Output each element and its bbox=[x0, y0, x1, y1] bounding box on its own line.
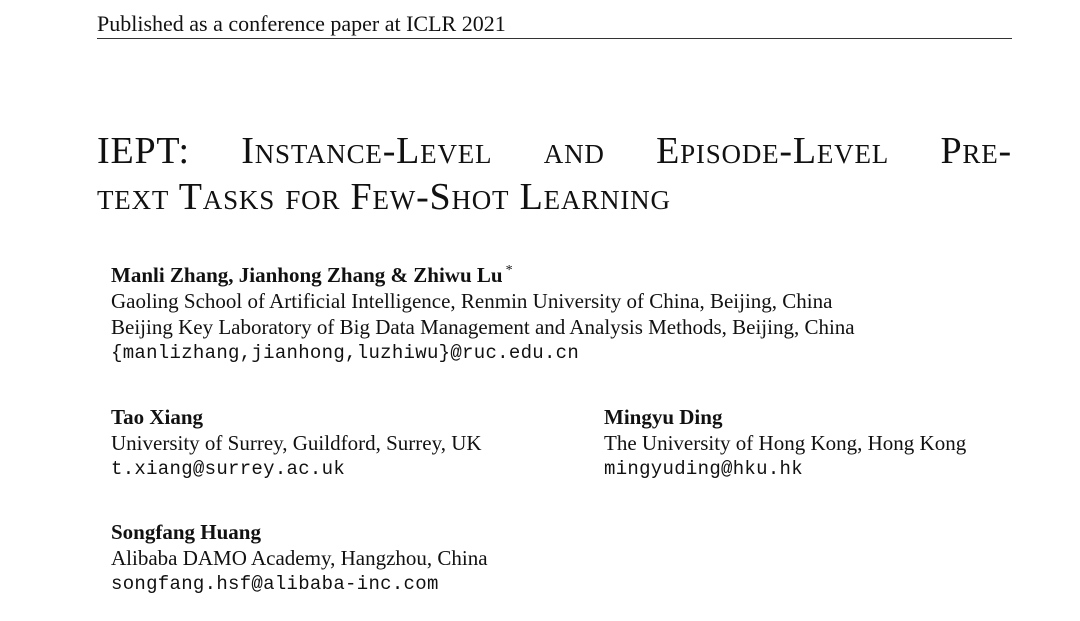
author-group-surrey bbox=[111, 404, 482, 482]
author-email: t.xiang@surrey.ac.uk bbox=[111, 458, 346, 480]
author-name: Tao Xiang bbox=[111, 405, 204, 429]
footnote-mark: * bbox=[505, 263, 513, 278]
affiliation: The University of Hong Kong, Hong Kong bbox=[604, 431, 967, 455]
title-line-2: text Tasks for Few-Shot Learning bbox=[97, 176, 671, 218]
running-header: Published as a conference paper at ICLR 2021 bbox=[97, 11, 506, 36]
author-name: Mingyu Ding bbox=[604, 405, 723, 429]
author-group-ruc bbox=[111, 262, 855, 366]
author-group-hku bbox=[604, 404, 966, 482]
affiliation: Gaoling School of Artificial Intelligence, Renmin University of China, Beijing, China bbox=[111, 289, 833, 313]
author-name: Songfang Huang bbox=[111, 520, 261, 544]
affiliation: Alibaba DAMO Academy, Hangzhou, China bbox=[111, 546, 488, 570]
header-rule bbox=[97, 38, 1012, 39]
author-names bbox=[111, 262, 855, 288]
affiliation-secondary: Beijing Key Laboratory of Big Data Management and Analysis Methods, Beijing, China bbox=[111, 315, 855, 339]
author-group-alibaba bbox=[111, 519, 488, 597]
title-line-1: IEPT: Instance-Level and Episode-Level Pre- bbox=[97, 130, 1012, 172]
author-email: mingyuding@hku.hk bbox=[604, 458, 803, 480]
paper-title bbox=[97, 128, 1012, 220]
author-names-text: Manli Zhang, Jianhong Zhang & Zhiwu Lu bbox=[111, 263, 503, 287]
affiliation: University of Surrey, Guildford, Surrey, UK bbox=[111, 431, 482, 455]
author-email: songfang.hsf@alibaba-inc.com bbox=[111, 573, 439, 595]
author-email: {manlizhang,jianhong,luzhiwu}@ruc.edu.cn bbox=[111, 342, 580, 364]
